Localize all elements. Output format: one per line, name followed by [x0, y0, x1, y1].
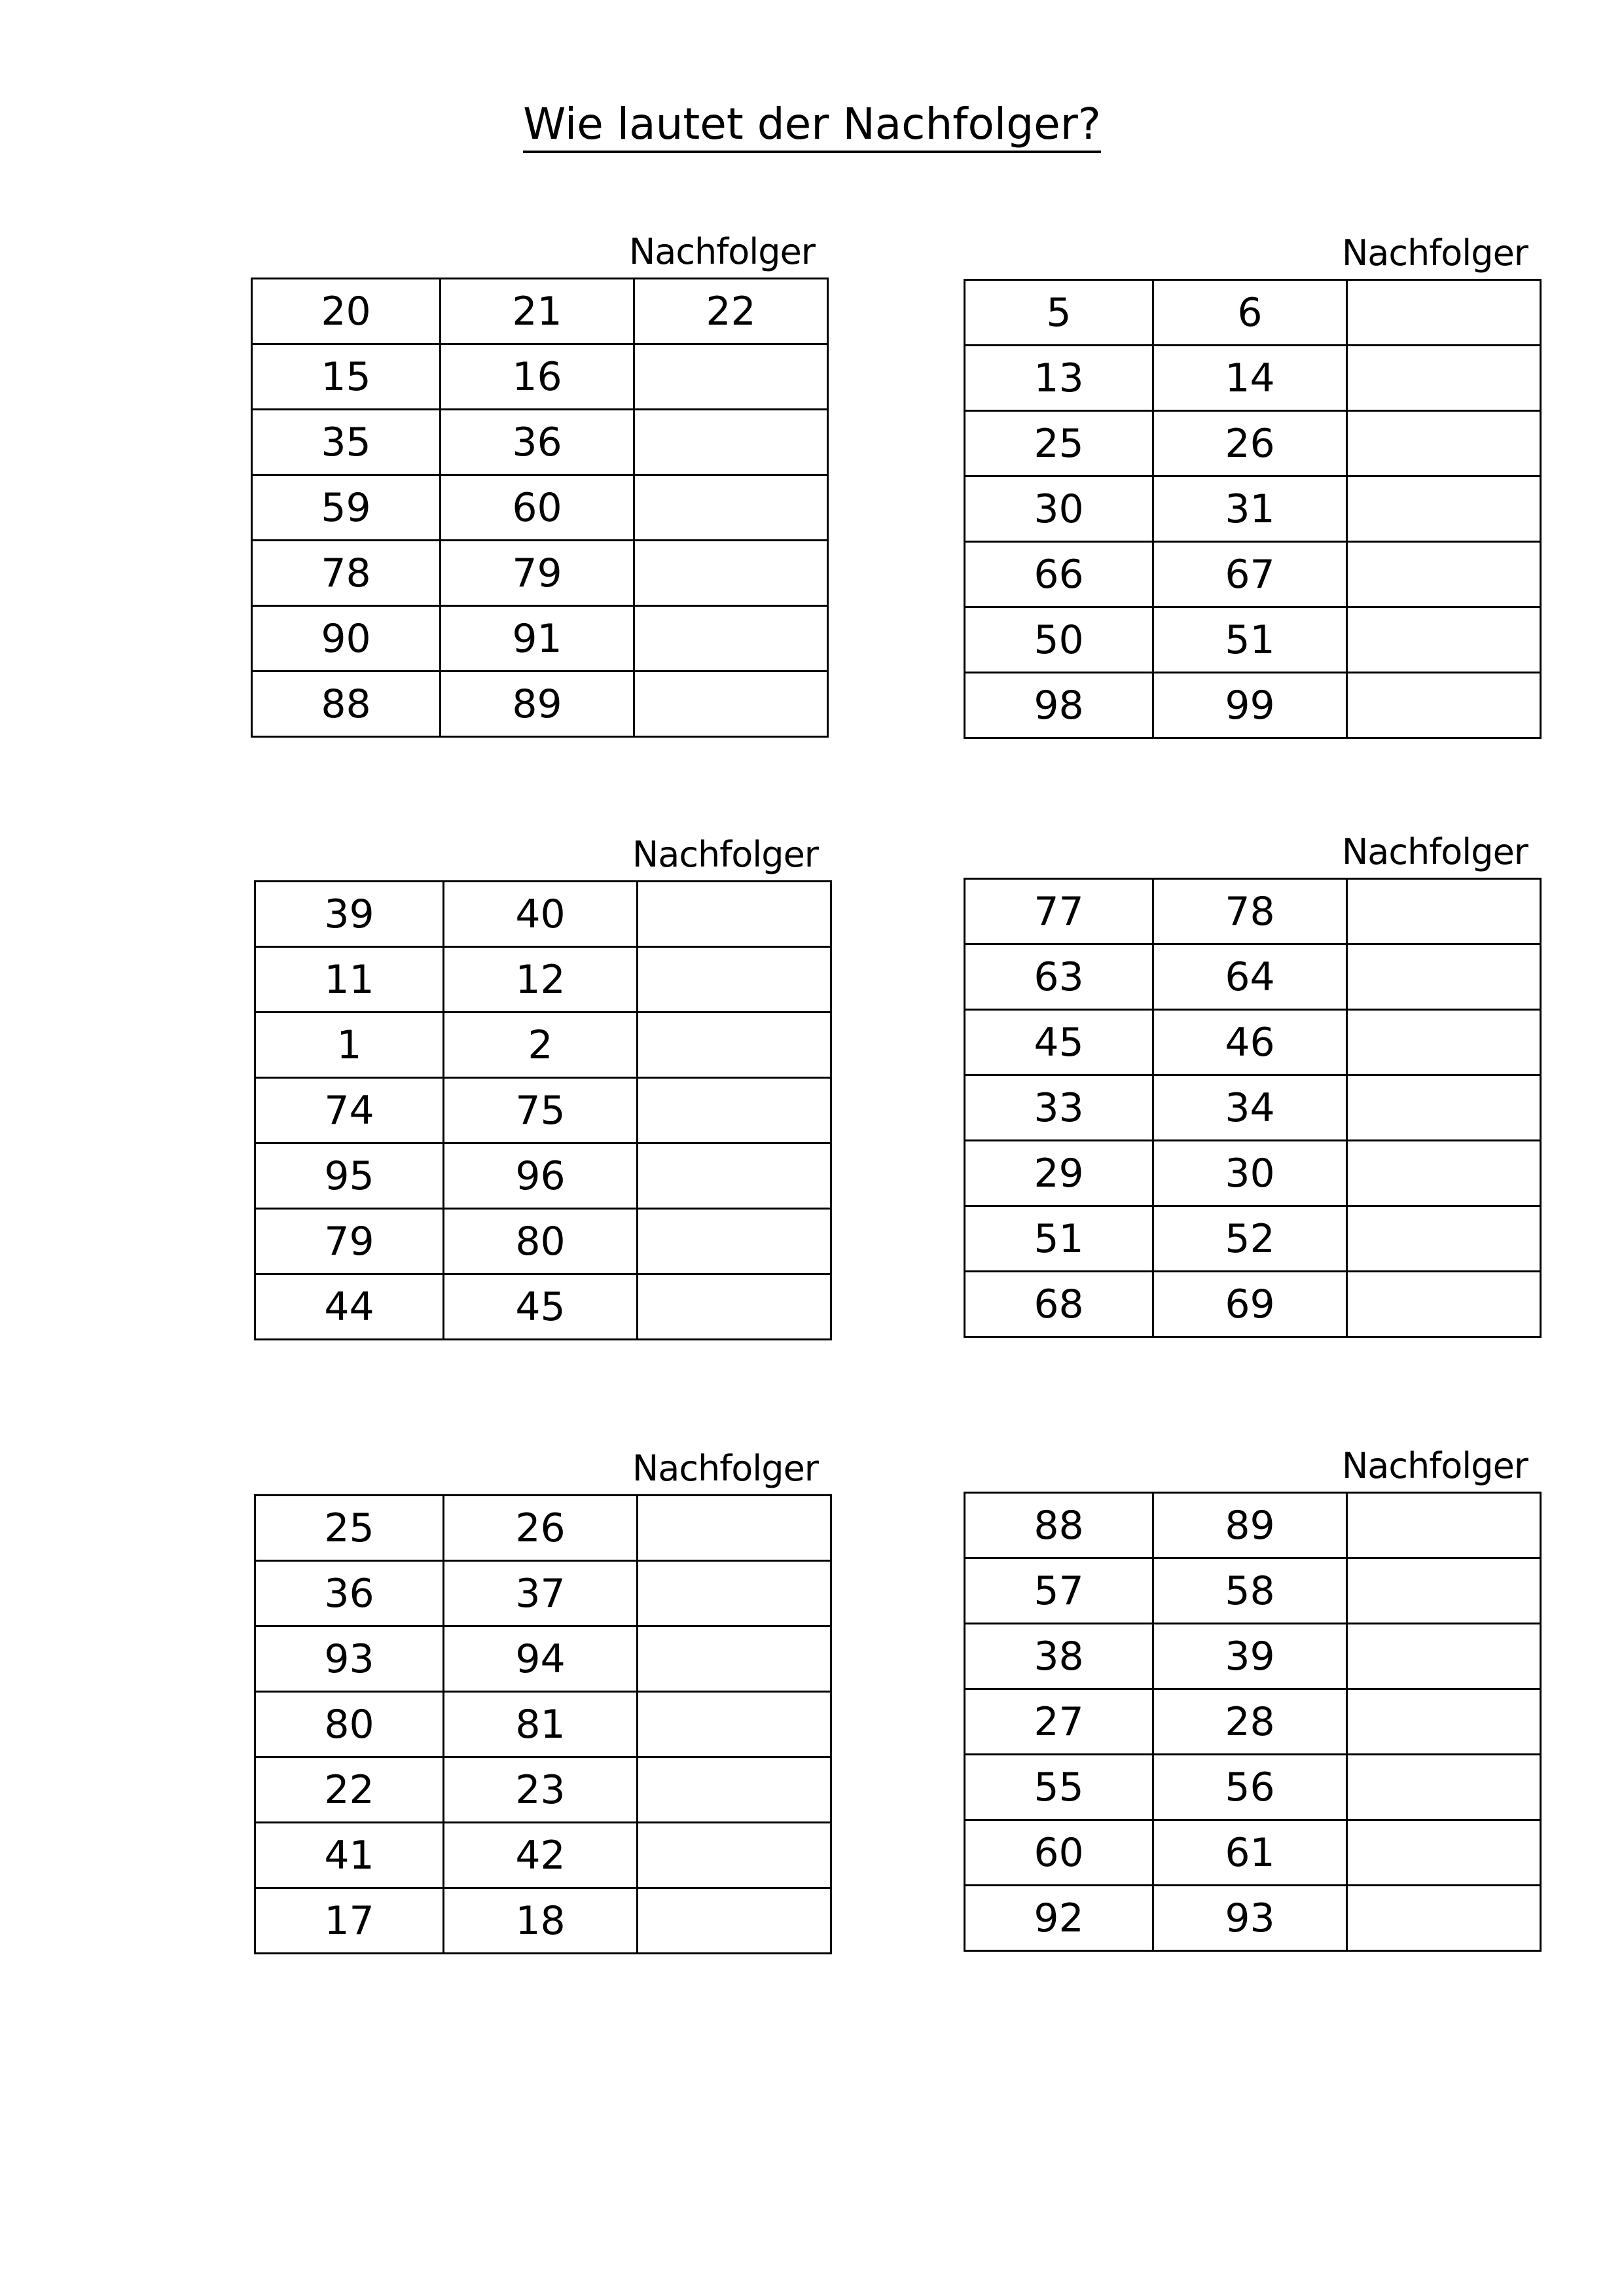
table-row [965, 1075, 1541, 1141]
successor-answer-cell[interactable] [1347, 1010, 1541, 1075]
number-cell: 79 [255, 1209, 444, 1274]
table-row [255, 1692, 831, 1757]
table-row [252, 410, 828, 475]
next-number-cell: 36 [441, 410, 634, 475]
next-number-cell: 89 [1153, 1493, 1347, 1558]
table-row [965, 1820, 1541, 1886]
table-row [255, 1626, 831, 1692]
table-row [255, 1078, 831, 1143]
successor-answer-cell[interactable] [1347, 879, 1541, 944]
successor-answer-cell[interactable] [1347, 346, 1541, 411]
successor-answer-cell[interactable] [638, 882, 831, 947]
successor-answer-cell[interactable] [1347, 476, 1541, 542]
table-row [255, 882, 831, 947]
successor-answer-cell[interactable] [1347, 1755, 1541, 1820]
successor-answer-cell[interactable] [638, 1078, 831, 1143]
successor-answer-cell[interactable] [634, 606, 828, 672]
successor-answer-cell[interactable] [638, 1626, 831, 1692]
table-row [965, 1755, 1541, 1820]
number-cell: 17 [255, 1888, 444, 1954]
successor-answer-cell[interactable] [1347, 607, 1541, 673]
successor-answer-cell[interactable]: 22 [634, 279, 828, 344]
successor-answer-cell[interactable] [638, 947, 831, 1013]
number-cell: 25 [255, 1496, 444, 1561]
number-cell: 77 [965, 879, 1153, 944]
worksheet-block-3 [254, 834, 830, 1340]
next-number-cell: 69 [1153, 1272, 1347, 1337]
successor-answer-cell[interactable] [638, 1143, 831, 1209]
next-number-cell: 64 [1153, 944, 1347, 1010]
page-title [0, 98, 1624, 150]
next-number-cell: 18 [444, 1888, 638, 1954]
successor-answer-cell[interactable] [638, 1561, 831, 1626]
next-number-cell: 94 [444, 1626, 638, 1692]
table-row [965, 944, 1541, 1010]
number-table [254, 1494, 832, 1954]
successor-answer-cell[interactable] [1347, 673, 1541, 738]
next-number-cell: 16 [441, 344, 634, 410]
table-row [255, 1561, 831, 1626]
table-row [965, 1493, 1541, 1558]
table-row [252, 344, 828, 410]
table-row [252, 606, 828, 672]
number-cell: 15 [252, 344, 441, 410]
successor-answer-cell[interactable] [1347, 542, 1541, 607]
successor-answer-cell[interactable] [634, 475, 828, 541]
number-cell: 63 [965, 944, 1153, 1010]
nachfolger-header: Nachfolger [628, 231, 815, 272]
next-number-cell: 26 [444, 1496, 638, 1561]
number-cell: 11 [255, 947, 444, 1013]
next-number-cell: 79 [441, 541, 634, 606]
next-number-cell: 46 [1153, 1010, 1347, 1075]
next-number-cell: 80 [444, 1209, 638, 1274]
next-number-cell: 93 [1153, 1886, 1347, 1951]
number-cell: 41 [255, 1823, 444, 1888]
table-row [255, 947, 831, 1013]
next-number-cell: 67 [1153, 542, 1347, 607]
number-cell: 66 [965, 542, 1153, 607]
next-number-cell: 14 [1153, 346, 1347, 411]
table-row [255, 1209, 831, 1274]
next-number-cell: 42 [444, 1823, 638, 1888]
table-row [965, 1558, 1541, 1624]
number-cell: 30 [965, 476, 1153, 542]
worksheet-block-2 [964, 232, 1540, 739]
number-cell: 60 [965, 1820, 1153, 1886]
successor-answer-cell[interactable] [634, 410, 828, 475]
next-number-cell: 75 [444, 1078, 638, 1143]
number-cell: 20 [252, 279, 441, 344]
number-cell: 55 [965, 1755, 1153, 1820]
successor-answer-cell[interactable] [1347, 1820, 1541, 1886]
table-row [965, 1886, 1541, 1951]
table-row [965, 1206, 1541, 1272]
table-row [965, 346, 1541, 411]
number-table [964, 279, 1542, 739]
successor-answer-cell[interactable] [1347, 1624, 1541, 1689]
number-cell: 33 [965, 1075, 1153, 1141]
next-number-cell: 61 [1153, 1820, 1347, 1886]
successor-answer-cell[interactable] [1347, 1493, 1541, 1558]
successor-answer-cell[interactable] [638, 1496, 831, 1561]
number-cell: 74 [255, 1078, 444, 1143]
successor-answer-cell[interactable] [1347, 1075, 1541, 1141]
number-table [964, 878, 1542, 1338]
number-cell: 36 [255, 1561, 444, 1626]
successor-answer-cell[interactable] [1347, 944, 1541, 1010]
table-row [965, 1272, 1541, 1337]
number-cell: 5 [965, 280, 1153, 346]
successor-answer-cell[interactable] [1347, 1886, 1541, 1951]
number-cell: 45 [965, 1010, 1153, 1075]
number-cell: 25 [965, 411, 1153, 476]
successor-answer-cell[interactable] [1347, 1272, 1541, 1337]
next-number-cell: 96 [444, 1143, 638, 1209]
nachfolger-header: Nachfolger [1341, 232, 1528, 274]
number-cell: 80 [255, 1692, 444, 1757]
table-row [255, 1013, 831, 1078]
table-row [965, 280, 1541, 346]
worksheet-block-1 [251, 231, 827, 738]
number-cell: 39 [255, 882, 444, 947]
table-row [255, 1496, 831, 1561]
table-row [252, 475, 828, 541]
table-row [965, 542, 1541, 607]
next-number-cell: 34 [1153, 1075, 1347, 1141]
nachfolger-header: Nachfolger [632, 834, 818, 875]
successor-answer-cell[interactable] [638, 1692, 831, 1757]
number-cell: 90 [252, 606, 441, 672]
successor-answer-cell[interactable] [1347, 411, 1541, 476]
table-row [252, 541, 828, 606]
next-number-cell: 78 [1153, 879, 1347, 944]
next-number-cell: 89 [441, 672, 634, 737]
next-number-cell: 91 [441, 606, 634, 672]
table-row [255, 1823, 831, 1888]
table-row [965, 1624, 1541, 1689]
number-cell: 92 [965, 1886, 1153, 1951]
table-row [965, 673, 1541, 738]
number-cell: 50 [965, 607, 1153, 673]
successor-answer-cell[interactable] [634, 344, 828, 410]
table-row [965, 1689, 1541, 1755]
next-number-cell: 31 [1153, 476, 1347, 542]
next-number-cell: 56 [1153, 1755, 1347, 1820]
next-number-cell: 45 [444, 1274, 638, 1340]
number-table [964, 1492, 1542, 1952]
number-cell: 44 [255, 1274, 444, 1340]
next-number-cell: 21 [441, 279, 634, 344]
successor-answer-cell[interactable] [1347, 1558, 1541, 1624]
next-number-cell: 81 [444, 1692, 638, 1757]
number-cell: 1 [255, 1013, 444, 1078]
table-row [255, 1143, 831, 1209]
next-number-cell: 39 [1153, 1624, 1347, 1689]
successor-answer-cell[interactable] [638, 1274, 831, 1340]
number-cell: 29 [965, 1141, 1153, 1206]
nachfolger-header: Nachfolger [1341, 1445, 1528, 1486]
next-number-cell: 37 [444, 1561, 638, 1626]
table-row [965, 1010, 1541, 1075]
worksheet-block-5 [254, 1448, 830, 1954]
table-row [255, 1757, 831, 1823]
next-number-cell: 26 [1153, 411, 1347, 476]
successor-answer-cell[interactable] [634, 541, 828, 606]
next-number-cell: 58 [1153, 1558, 1347, 1624]
next-number-cell: 30 [1153, 1141, 1347, 1206]
successor-answer-cell[interactable] [1347, 1206, 1541, 1272]
successor-answer-cell[interactable] [638, 1888, 831, 1954]
number-cell: 98 [965, 673, 1153, 738]
number-cell: 35 [252, 410, 441, 475]
next-number-cell: 12 [444, 947, 638, 1013]
successor-answer-cell[interactable] [1347, 1689, 1541, 1755]
successor-answer-cell[interactable] [638, 1209, 831, 1274]
number-cell: 13 [965, 346, 1153, 411]
next-number-cell: 60 [441, 475, 634, 541]
next-number-cell: 6 [1153, 280, 1347, 346]
number-table [251, 278, 829, 738]
worksheet-block-6 [964, 1445, 1540, 1952]
successor-answer-cell[interactable] [638, 1823, 831, 1888]
table-row [965, 879, 1541, 944]
successor-answer-cell[interactable] [638, 1757, 831, 1823]
table-row [965, 411, 1541, 476]
page-title-text: Wie lautet der Nachfolger? [523, 99, 1101, 153]
nachfolger-header: Nachfolger [1341, 831, 1528, 872]
worksheet-block-4 [964, 831, 1540, 1338]
number-table [254, 880, 832, 1340]
number-cell: 27 [965, 1689, 1153, 1755]
next-number-cell: 99 [1153, 673, 1347, 738]
successor-answer-cell[interactable] [1347, 280, 1541, 346]
table-row [965, 476, 1541, 542]
next-number-cell: 52 [1153, 1206, 1347, 1272]
number-cell: 95 [255, 1143, 444, 1209]
number-cell: 78 [252, 541, 441, 606]
number-cell: 22 [255, 1757, 444, 1823]
number-cell: 93 [255, 1626, 444, 1692]
table-row [965, 607, 1541, 673]
next-number-cell: 40 [444, 882, 638, 947]
table-row [255, 1888, 831, 1954]
next-number-cell: 23 [444, 1757, 638, 1823]
next-number-cell: 2 [444, 1013, 638, 1078]
nachfolger-header: Nachfolger [632, 1448, 818, 1489]
next-number-cell: 28 [1153, 1689, 1347, 1755]
table-row [252, 672, 828, 737]
number-cell: 38 [965, 1624, 1153, 1689]
number-cell: 88 [965, 1493, 1153, 1558]
table-row [965, 1141, 1541, 1206]
number-cell: 51 [965, 1206, 1153, 1272]
next-number-cell: 51 [1153, 607, 1347, 673]
successor-answer-cell[interactable] [1347, 1141, 1541, 1206]
successor-answer-cell[interactable] [638, 1013, 831, 1078]
table-row [252, 279, 828, 344]
number-cell: 59 [252, 475, 441, 541]
successor-answer-cell[interactable] [634, 672, 828, 737]
number-cell: 68 [965, 1272, 1153, 1337]
number-cell: 88 [252, 672, 441, 737]
number-cell: 57 [965, 1558, 1153, 1624]
table-row [255, 1274, 831, 1340]
